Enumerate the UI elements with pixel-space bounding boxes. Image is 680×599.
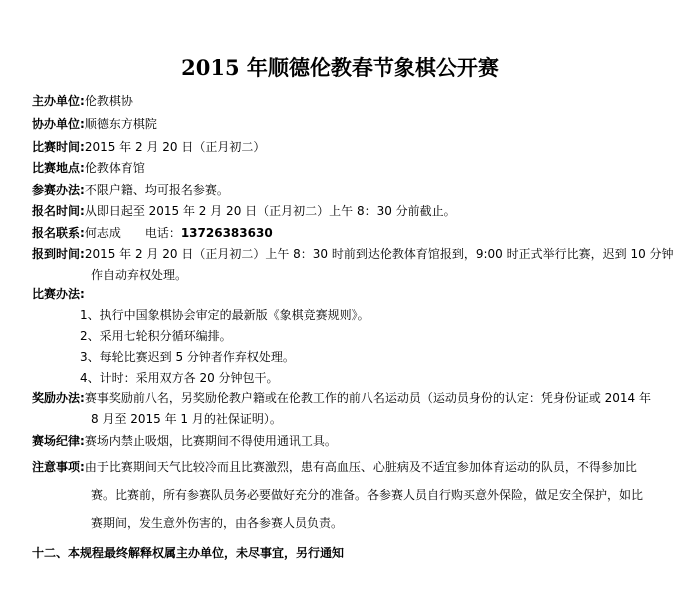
rule-item: 4、计时：采用双方各 20 分钟包干。 (80, 371, 279, 385)
venue-row: 比赛地点:伦教体育馆 (32, 161, 145, 175)
discipline-row: 赛场纪律:赛场内禁止吸烟，比赛期间不得使用通讯工具。 (32, 434, 337, 448)
contact-row: 报名联系:何志成 电话：13726383630 (32, 226, 273, 240)
notes-line-2: 赛。比赛前，所有参赛队员务必要做好充分的准备。各参赛人员自行购买意外保险，做足安全保护，如比 (91, 488, 644, 502)
co-organizer-row: 协办单位:顺德东方棋院 (32, 117, 157, 131)
organizer-row: 主办单位:伦教棋协 (32, 94, 133, 108)
notes-line-3: 赛期间，发生意外伤害的，由各参赛人员负责。 (91, 516, 344, 530)
award-continued: 8 月至 2015 年 1 月的社保证明）。 (91, 412, 282, 426)
award-row: 奖励办法:赛事奖励前八名，另奖励伦教户籍或在伦教工作的前八名运动员（运动员身份的认定：凭身份证或 2014 年 (32, 391, 651, 405)
check-in-continued: 作自动弃权处理。 (91, 268, 188, 282)
phone-number: 13726383630 (180, 226, 273, 240)
rule-item: 3、每轮比赛迟到 5 分钟者作弃权处理。 (80, 350, 295, 364)
page-title: 2015 年顺德伦教春节象棋公开赛 (181, 55, 499, 80)
rule-item: 2、采用七轮积分循环编排。 (80, 329, 232, 343)
rule-item: 1、执行中国象棋协会审定的最新版《象棋竞赛规则》。 (80, 308, 370, 322)
match-time-row: 比赛时间:2015 年 2 月 20 日（正月初二） (32, 140, 266, 154)
registration-time-row: 报名时间:从即日起至 2015 年 2 月 20 日（正月初二）上午 8：30 分前截止。 (32, 204, 456, 218)
check-in-row: 报到时间:2015 年 2 月 20 日（正月初二）上午 8：30 时前到达伦教体育馆报到，9:00 时正式举行比赛，迟到 10 分钟 (32, 247, 674, 261)
rules-heading: 比赛办法: (32, 287, 85, 301)
footer-note: 十二、本规程最终解释权属主办单位，未尽事宜，另行通知 (32, 546, 345, 560)
notes-row: 注意事项:由于比赛期间天气比较冷而且比赛激烈，患有高血压、心脏病及不适宜参加体育运动的队员，不得参加比 (32, 460, 637, 474)
entry-method-row: 参赛办法:不限户籍、均可报名参赛。 (32, 183, 229, 197)
